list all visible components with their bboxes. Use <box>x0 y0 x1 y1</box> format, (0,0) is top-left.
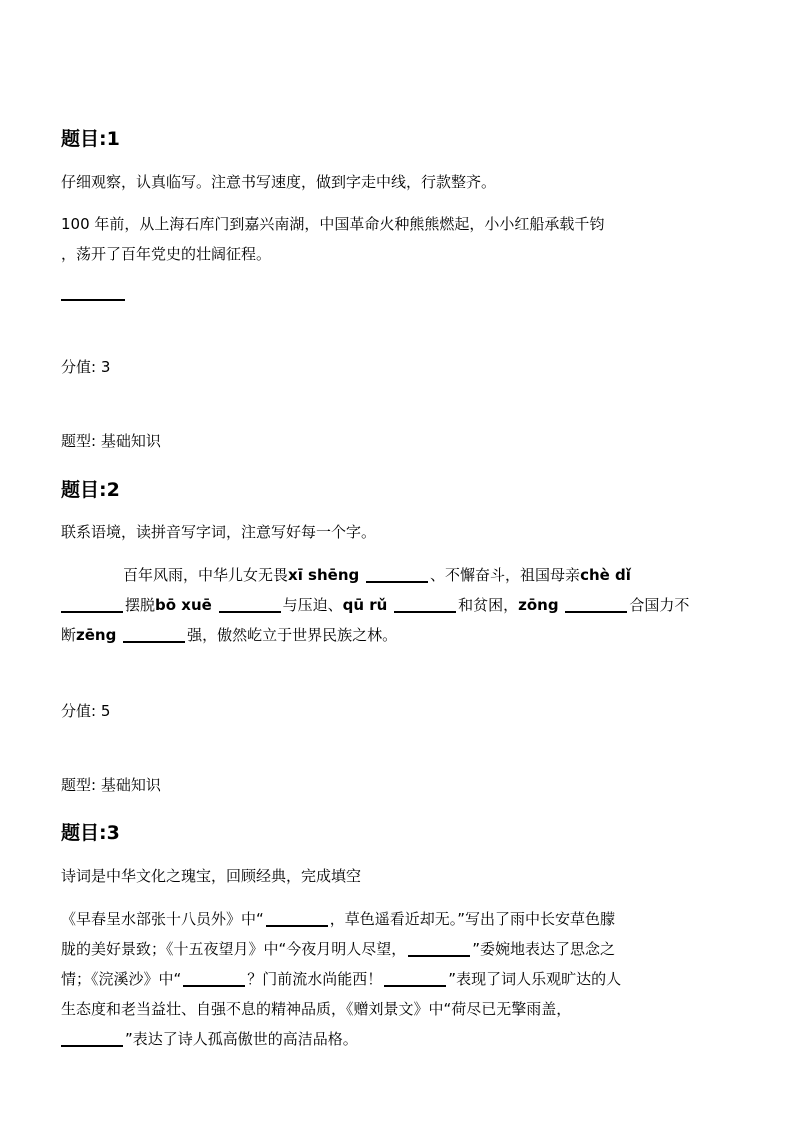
question-2-title: 题目:2 <box>61 479 120 501</box>
passage-text: 、不懈奋斗，祖国母亲 <box>430 566 581 584</box>
passage-text: 胧的美好景致；《十五夜望月》中“今夜月明人尽望， <box>61 940 407 958</box>
question-1-passage-line-1: 100 年前，从上海石库门到嘉兴南湖，中国革命火种熊熊燃起，小小红船承载千钧 <box>61 215 605 233</box>
question-1-passage-line-2: ，荡开了百年党史的壮阔征程。 <box>61 245 272 263</box>
question-2-passage-line-1 <box>61 564 631 585</box>
question-3-passage-line-3 <box>61 968 621 989</box>
passage-text: 和贫困， <box>458 596 519 614</box>
question-1-title: 题目:1 <box>61 128 120 150</box>
pinyin-zong: zōng <box>518 596 559 614</box>
question-1-type: 题型: 基础知识 <box>61 432 161 450</box>
passage-text: 《早春呈水部张十八员外》中“ <box>61 910 264 928</box>
answer-blank-poem-2[interactable] <box>408 954 470 957</box>
passage-text: ”委婉地表达了思念之 <box>472 940 616 958</box>
question-1-score: 分值: 3 <box>61 358 111 376</box>
question-2-passage-line-2 <box>61 594 689 615</box>
pinyin-chedi: chè dǐ <box>580 566 631 584</box>
answer-blank-xisheng[interactable] <box>366 580 428 583</box>
question-3-passage-line-1 <box>61 908 615 929</box>
pinyin-boxue: bō xuē <box>155 596 212 614</box>
question-2-score: 分值: 5 <box>61 702 111 720</box>
answer-blank-quru[interactable] <box>394 610 456 613</box>
passage-text: 强，傲然屹立于世界民族之林。 <box>187 626 398 644</box>
question-2-instruction: 联系语境，读拼音写字词，注意写好每一个字。 <box>61 523 377 541</box>
question-3-instruction: 诗词是中华文化之瑰宝，回顾经典，完成填空 <box>61 867 362 885</box>
pinyin-zeng: zēng <box>76 626 117 644</box>
passage-text: ”表达了诗人孤高傲世的高洁品格。 <box>125 1030 358 1048</box>
answer-blank-poem-4[interactable] <box>384 984 446 987</box>
answer-blank-poem-1[interactable] <box>266 924 328 927</box>
question-2-passage-line-3 <box>61 624 397 645</box>
passage-text: 情；《浣溪沙》中“ <box>61 970 182 988</box>
passage-text: 合国力不 <box>629 596 690 614</box>
question-3-passage-line-2 <box>61 938 615 959</box>
answer-blank-zeng[interactable] <box>123 640 185 643</box>
answer-blank-poem-3[interactable] <box>183 984 245 987</box>
pinyin-quru: qū rǔ <box>342 596 388 614</box>
passage-text: 断 <box>61 626 77 644</box>
passage-text: ？门前流水尚能西！ <box>247 970 383 988</box>
passage-text: 百年风雨，中华儿女无畏 <box>123 566 289 584</box>
question-3-passage-line-5 <box>61 1028 358 1049</box>
pinyin-xisheng: xī shēng <box>288 566 360 584</box>
question-1-instruction: 仔细观察，认真临写。注意书写速度，做到字走中线，行款整齐。 <box>61 173 497 191</box>
question-1-answer-blank[interactable] <box>61 299 125 301</box>
question-2-type: 题型: 基础知识 <box>61 776 161 794</box>
question-3-passage-line-4: 生态度和老当益壮、自强不息的精神品质，《赠刘景文》中“荷尽已无擎雨盖， <box>61 1000 572 1018</box>
answer-blank-poem-5[interactable] <box>61 1044 123 1047</box>
answer-blank-zong[interactable] <box>565 610 627 613</box>
passage-text: 与压迫、 <box>282 596 343 614</box>
answer-blank-chedi[interactable] <box>61 610 123 613</box>
passage-text: 摆脱 <box>125 596 156 614</box>
answer-blank-boxue[interactable] <box>219 610 281 613</box>
passage-text: ”表现了词人乐观旷达的人 <box>448 970 622 988</box>
passage-text: ，草色遥看近却无。”写出了雨中长安草色朦 <box>329 910 616 928</box>
question-3-title: 题目:3 <box>61 822 120 844</box>
